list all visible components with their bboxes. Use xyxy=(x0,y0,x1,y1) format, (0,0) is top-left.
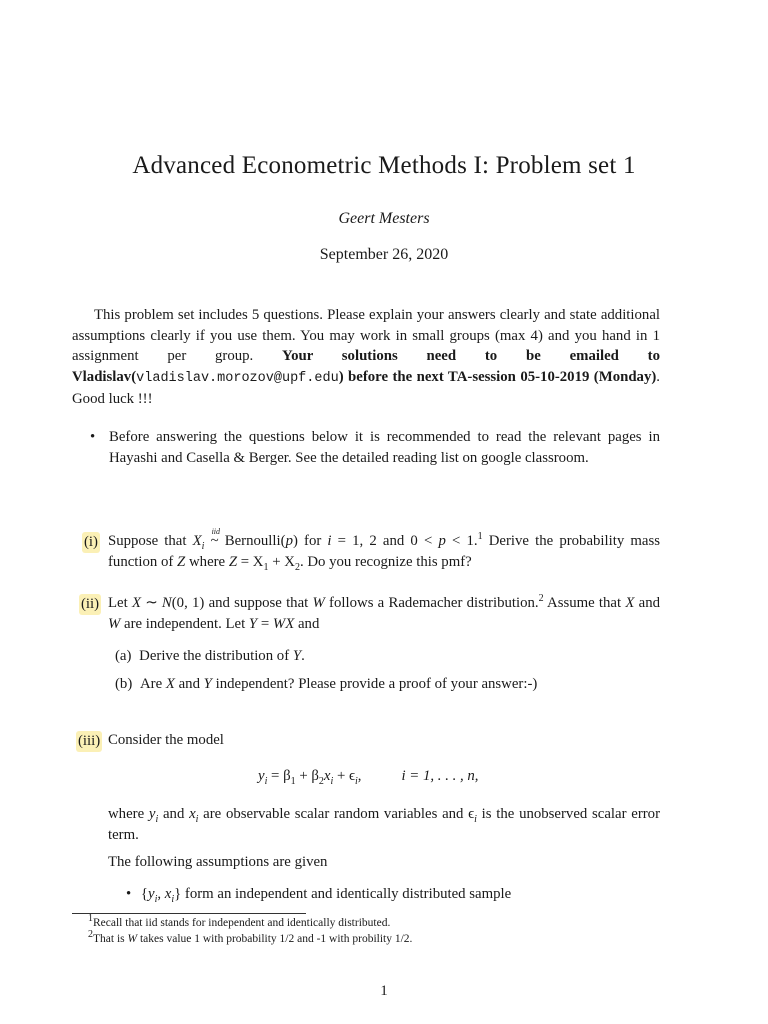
q1-var-p: p xyxy=(285,533,293,549)
q1-text-e: < 1. xyxy=(445,533,478,549)
intro-text: This problem set includes 5 questions. Please explain your answers clearly and state additional assumptions clearly if you use them. You may work in small groups (max 4) and you hand in 1 assignment per group. xyxy=(72,307,660,365)
q3-var-x: x xyxy=(189,806,196,822)
q3-sub-i1: i xyxy=(155,813,159,825)
q1-var-z2: Z xyxy=(228,553,238,570)
question-label-3: (iii) xyxy=(76,731,102,752)
eq-sub-i1: i xyxy=(264,775,268,787)
footnote-mark-2: 2 xyxy=(538,593,544,605)
intro-paragraph xyxy=(72,305,660,410)
question-3-intro: Consider the model xyxy=(108,732,224,748)
q1-text-c: ) for xyxy=(292,533,328,549)
q2-text-c: (0, 1) and suppose that xyxy=(171,595,313,611)
q1-text-d: = 1, 2 and 0 < xyxy=(331,533,439,549)
document-date: September 26, 2020 xyxy=(319,246,449,263)
assumption-sub-i1: i xyxy=(154,893,158,905)
eq-y: y xyxy=(258,768,265,784)
q1-sub-2: 2 xyxy=(294,561,300,573)
q2-text-f: and xyxy=(634,595,660,611)
assumption-sub-i2: i xyxy=(171,893,175,905)
footnote-2-mark: 2 xyxy=(88,929,93,941)
assumptions-heading: The following assumptions are given xyxy=(108,854,328,870)
iid-tilde: ~ xyxy=(210,533,219,549)
part-b-label: (b) xyxy=(115,676,133,692)
assumption-open-brace: { xyxy=(140,886,148,902)
q3-para-d: is the unobserved scalar error term. xyxy=(108,806,661,843)
part-b-text-b: independent? Please provide a proof of your answer:-) xyxy=(211,676,538,692)
intro-bold-deadline: ) before the next TA-session 05-10-2019 (Monday) xyxy=(338,368,657,385)
footnote-1 xyxy=(88,913,391,929)
q1-sub-1: 1 xyxy=(263,561,269,573)
contact-email: vladislav.morozov@upf.edu xyxy=(136,370,339,386)
q2-var-w2: W xyxy=(108,615,121,632)
part-a-var-y: Y xyxy=(292,648,302,664)
q1-text-a: Suppose that xyxy=(108,533,193,549)
page-number: 1 xyxy=(380,983,388,999)
question-label-1: (i) xyxy=(82,532,100,553)
eq-sub-i3: i xyxy=(355,775,358,787)
q1-var-x: X xyxy=(192,533,202,549)
question-2-part-a xyxy=(115,648,305,665)
eq-comma: , xyxy=(357,768,362,784)
q1-text-g: where xyxy=(185,553,229,570)
question-label-2: (ii) xyxy=(79,594,101,615)
question-3-description: where $y_i$ and $x_i$ are observable scalar random variables and $\epsilon_i$ is the unobserved scalar error term. xyxy=(108,806,661,843)
footnote-2-text-a: That is xyxy=(93,933,128,945)
q2-text-e: Assume that xyxy=(543,595,626,611)
eq-sub-2: 2 xyxy=(318,775,324,787)
bullet-icon: • xyxy=(90,429,96,445)
q2-var-n: N xyxy=(161,595,172,611)
assumption-var-x: x xyxy=(164,886,172,902)
q1-text-f: Derive the probability mass function of xyxy=(108,533,660,570)
eq-beta2: + β xyxy=(295,768,319,784)
assumption-var-y: y xyxy=(148,886,155,902)
iid-symbol xyxy=(210,527,221,552)
q2-var-x2: X xyxy=(625,595,635,611)
q3-para-c: are observable scalar random variables and xyxy=(198,806,469,822)
q2-text-a: Let xyxy=(108,595,132,611)
page-title: Advanced Econometric Methods I: Problem set 1 xyxy=(132,152,636,179)
part-b-var-x: X xyxy=(165,676,175,692)
q1-var-z: Z xyxy=(177,553,186,570)
q2-var-wx: WX xyxy=(272,615,295,632)
q2-var-w: W xyxy=(312,595,325,611)
q3-para-a: where xyxy=(108,806,149,822)
part-b-text-a: Are xyxy=(139,676,166,692)
eq-epsilon: + ϵ xyxy=(333,768,356,784)
assumption-bullet-1: • {$y_i$, $x_i$} form an independent and identically distributed sample xyxy=(126,886,512,905)
q2-var-y: Y xyxy=(248,615,258,632)
eq-x: x xyxy=(323,768,331,784)
part-b-and: and xyxy=(174,676,204,692)
q3-sub-i3: i xyxy=(474,813,477,825)
q3-var-y: y xyxy=(148,806,156,822)
iid-label: iid xyxy=(211,527,221,536)
eq-beta1: = β xyxy=(267,768,291,784)
eq-range: i = 1, . . . , n, xyxy=(401,768,479,784)
q1-var-p2: p xyxy=(438,533,446,549)
assumption-text: } form an independent and identically distributed sample xyxy=(174,886,512,902)
part-a-end: . xyxy=(301,648,305,664)
footnote-1-text: Recall that iid stands for independent and identically distributed. xyxy=(93,917,391,929)
model-equation xyxy=(258,768,478,785)
q1-text-b: Bernoulli( xyxy=(218,533,286,549)
q2-text-g: are independent. Let xyxy=(120,615,249,632)
footnote-mark-1: 1 xyxy=(477,531,483,543)
q2-text-b: ∼ xyxy=(141,595,162,611)
eq-sub-i2: i xyxy=(330,775,334,787)
bullet-icon-2: • xyxy=(126,886,132,902)
q2-text-h: = xyxy=(257,615,273,632)
part-b-var-y: Y xyxy=(203,676,212,692)
eq-sub-1: 1 xyxy=(290,775,296,787)
author-name: Geert Mesters xyxy=(338,210,430,227)
reading-bullet xyxy=(90,427,660,468)
intro-bold-instruction: Your solutions need to be emailed to Vladislav xyxy=(72,348,660,385)
q1-var-i: i xyxy=(327,533,332,549)
q1-text-j: . Do you recognize this pmf? xyxy=(299,553,472,570)
reading-text: Before answering the questions below it is recommended to read the relevant pages in Hayashi and Casella & Berger. See the detailed reading list on google classroom. xyxy=(109,429,660,466)
footnote-2 xyxy=(88,929,413,945)
q2-var-x: X xyxy=(131,595,141,611)
q1-sub-i: i xyxy=(201,540,205,552)
q3-sub-i2: i xyxy=(195,813,199,825)
q1-text-i: + X xyxy=(268,553,295,570)
part-a-text: Derive the distribution of xyxy=(139,648,293,664)
q2-text-d: follows a Rademacher distribution. xyxy=(324,595,539,611)
question-2-text xyxy=(108,593,660,634)
footnote-1-mark: 1 xyxy=(88,913,93,925)
footnote-divider xyxy=(72,913,306,914)
part-a-label: (a) xyxy=(115,648,132,664)
intro-bold-open: ( xyxy=(131,368,137,385)
question-1-text xyxy=(108,527,660,573)
footnote-2-var-w: W xyxy=(127,933,138,945)
q3-para-b: and xyxy=(158,806,190,822)
footnote-2-text-b: takes value 1 with probability 1/2 and -1 with probility 1/2. xyxy=(137,933,413,945)
q2-text-i: and xyxy=(294,615,320,632)
q1-text-h: = X xyxy=(237,553,264,570)
intro-closing: . Good luck !!! xyxy=(72,368,660,408)
question-2-part-b xyxy=(115,676,537,693)
